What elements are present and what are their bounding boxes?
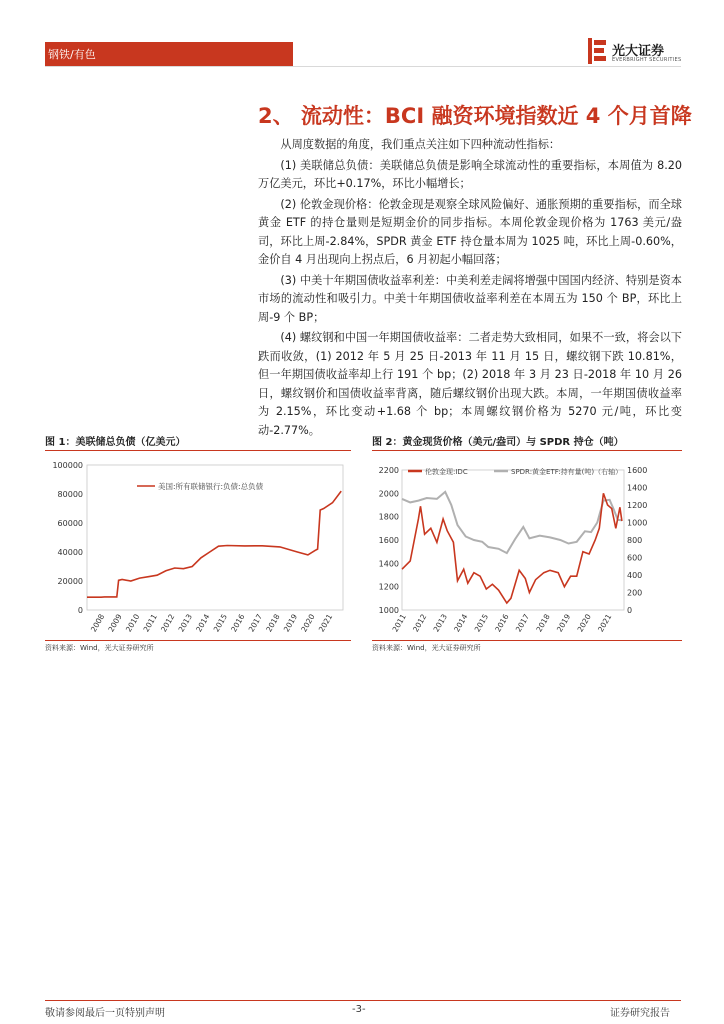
y-tick-label: 1800 <box>378 512 399 522</box>
paragraph: (2) 伦敦金现价格：伦敦金现是观察全球风险偏好、通胀预期的重要指标，而全球黄金 ETF 的持仓量则是短期金价的同步指标。本周伦敦金现价格为 1763 美元/盎司，环比上周-2.84%，SPDR 黄金 ETF 持仓量本周为 1025 吨，环比上周-0.60%，金价自 4 月出现向上拐点后，6 月初起小幅回落； <box>258 197 682 266</box>
company-logo <box>588 38 688 68</box>
figure-1-chart <box>45 455 351 637</box>
figure-2-title: 图 2：黄金现货价格（美元/盎司）与 SPDR 持仓（吨） <box>372 437 624 448</box>
y-tick-label: 0 <box>77 606 83 615</box>
x-tick-label: 2021 <box>596 612 614 634</box>
x-tick-label: 2014 <box>452 612 470 634</box>
figure-1-top-rule <box>45 450 351 451</box>
y-tick-label: 1400 <box>378 559 399 569</box>
legend-label: 美国:所有联储银行:负债:总负债 <box>158 482 264 491</box>
paragraph: (4) 螺纹钢和中国一年期国债收益率：二者走势大致相同，如果不一致，将会以下跌而收敛，(1) 2012 年 5 月 25 日-2013 年 11 月 15 日，螺纹钢下跌 10.81%，但一年期国债收益率却上行 191 个 bp；(2) 2018 年 3 月 23 日-2018 年 10 月 26 日，螺纹钢价和国债收益率背离，随后螺纹钢价出现大跌。本周，一年期国债收益率为 2.15%，环比变动+1.68 个 bp；本周螺纹钢价格为 5270 元/吨，环比变动-2.77%。 <box>258 331 682 437</box>
x-tick-label: 2019 <box>554 612 573 634</box>
y2-tick-label: 800 <box>627 536 643 545</box>
y-tick-label: 2200 <box>378 466 399 475</box>
footer-doc-type: 证券研究报告 <box>610 1008 670 1019</box>
x-tick-label: 2012 <box>411 612 429 634</box>
paragraph: (3) 中美十年期国债收益率利差：中美利差走阔将增强中国国内经济、特别是资本市场的流动性和吸引力。中美十年期国债收益率利差在本周五为 150 个 BP，环比上周-9 个 BP； <box>258 273 682 324</box>
series-line-gold-price <box>402 493 622 603</box>
x-tick-label: 2010 <box>123 612 142 634</box>
y2-tick-label: 600 <box>627 553 643 563</box>
y-tick-label: 100000 <box>52 461 83 470</box>
x-tick-label: 2015 <box>211 612 230 634</box>
footer-divider <box>45 1000 681 1001</box>
y-tick-label: 1600 <box>378 536 399 545</box>
x-tick-label: 2012 <box>159 612 177 634</box>
x-tick-label: 2016 <box>493 612 511 634</box>
footer-disclaimer: 敬请参阅最后一页特别声明 <box>45 1008 165 1019</box>
paragraph: (1) 美联储总负债：美联储总负债是影响全球流动性的重要指标，本周值为 8.20 万亿美元，环比+0.17%，环比小幅增长； <box>258 158 682 190</box>
y-tick-label: 60000 <box>57 519 83 528</box>
section-label: 钢铁/有色 <box>48 48 96 61</box>
logo-text: 光大证券 <box>612 44 665 59</box>
y-tick-label: 20000 <box>57 577 83 586</box>
x-tick-label: 2013 <box>176 612 194 634</box>
series-line-spdr-holdings <box>402 492 622 553</box>
y2-tick-label: 400 <box>627 571 643 580</box>
y2-tick-label: 1600 <box>627 466 648 475</box>
x-tick-label: 2021 <box>316 612 335 634</box>
figure-1-bottom-rule <box>45 640 351 641</box>
x-tick-label: 2018 <box>534 612 552 634</box>
y2-tick-label: 1000 <box>627 518 648 528</box>
x-tick-label: 2020 <box>575 612 593 634</box>
legend-label-gold: 伦敦金现:IDC <box>425 468 468 476</box>
y-tick-label: 40000 <box>57 548 83 557</box>
figure-2-bottom-rule <box>372 640 682 641</box>
body-text <box>258 136 682 442</box>
x-tick-label: 2015 <box>472 612 491 634</box>
x-tick-label: 2014 <box>194 612 212 634</box>
x-tick-label: 2017 <box>246 612 265 634</box>
x-tick-label: 2018 <box>264 612 282 634</box>
y2-tick-label: 200 <box>627 588 643 598</box>
paragraph: 从周度数据的角度，我们重点关注如下四种流动性指标： <box>280 138 561 151</box>
x-tick-label: 2013 <box>431 612 449 634</box>
y-tick-label: 80000 <box>57 490 83 499</box>
figure-1-title: 图 1：美联储总负债（亿美元） <box>45 437 186 448</box>
x-tick-label: 2016 <box>229 612 247 634</box>
section-title: 2、 流动性：BCI 融资环境指数近 4 个月首降 <box>258 104 692 128</box>
y-tick-label: 1000 <box>378 606 399 615</box>
y-tick-label: 2000 <box>378 489 399 499</box>
y2-tick-label: 1200 <box>627 501 648 510</box>
x-tick-label: 2020 <box>299 612 317 634</box>
x-tick-label: 2009 <box>106 612 124 634</box>
y-tick-label: 1200 <box>378 582 399 592</box>
figure-1-source: 资料来源：Wind，光大证券研究所 <box>45 644 154 652</box>
y2-tick-label: 0 <box>627 606 633 615</box>
y2-tick-label: 1400 <box>627 483 648 493</box>
x-tick-label: 2011 <box>141 612 159 634</box>
logo-subtext: EVERBRIGHT SECURITIES <box>612 57 682 63</box>
legend-label-spdr: SPDR:黄金ETF:持有量(吨)（右轴） <box>511 468 623 476</box>
page-number: -3- <box>352 1004 366 1015</box>
x-tick-label: 2019 <box>281 612 300 634</box>
series-line-fed-liabilities <box>87 491 341 597</box>
figure-2-source: 资料来源：Wind，光大证券研究所 <box>372 644 481 652</box>
logo-mark-icon <box>588 38 608 64</box>
figure-2-chart <box>372 455 682 637</box>
header-divider <box>45 66 681 67</box>
figure-2-top-rule <box>372 450 682 451</box>
x-tick-label: 2017 <box>513 612 532 634</box>
x-tick-label: 2011 <box>390 612 408 634</box>
x-tick-label: 2008 <box>88 612 107 634</box>
